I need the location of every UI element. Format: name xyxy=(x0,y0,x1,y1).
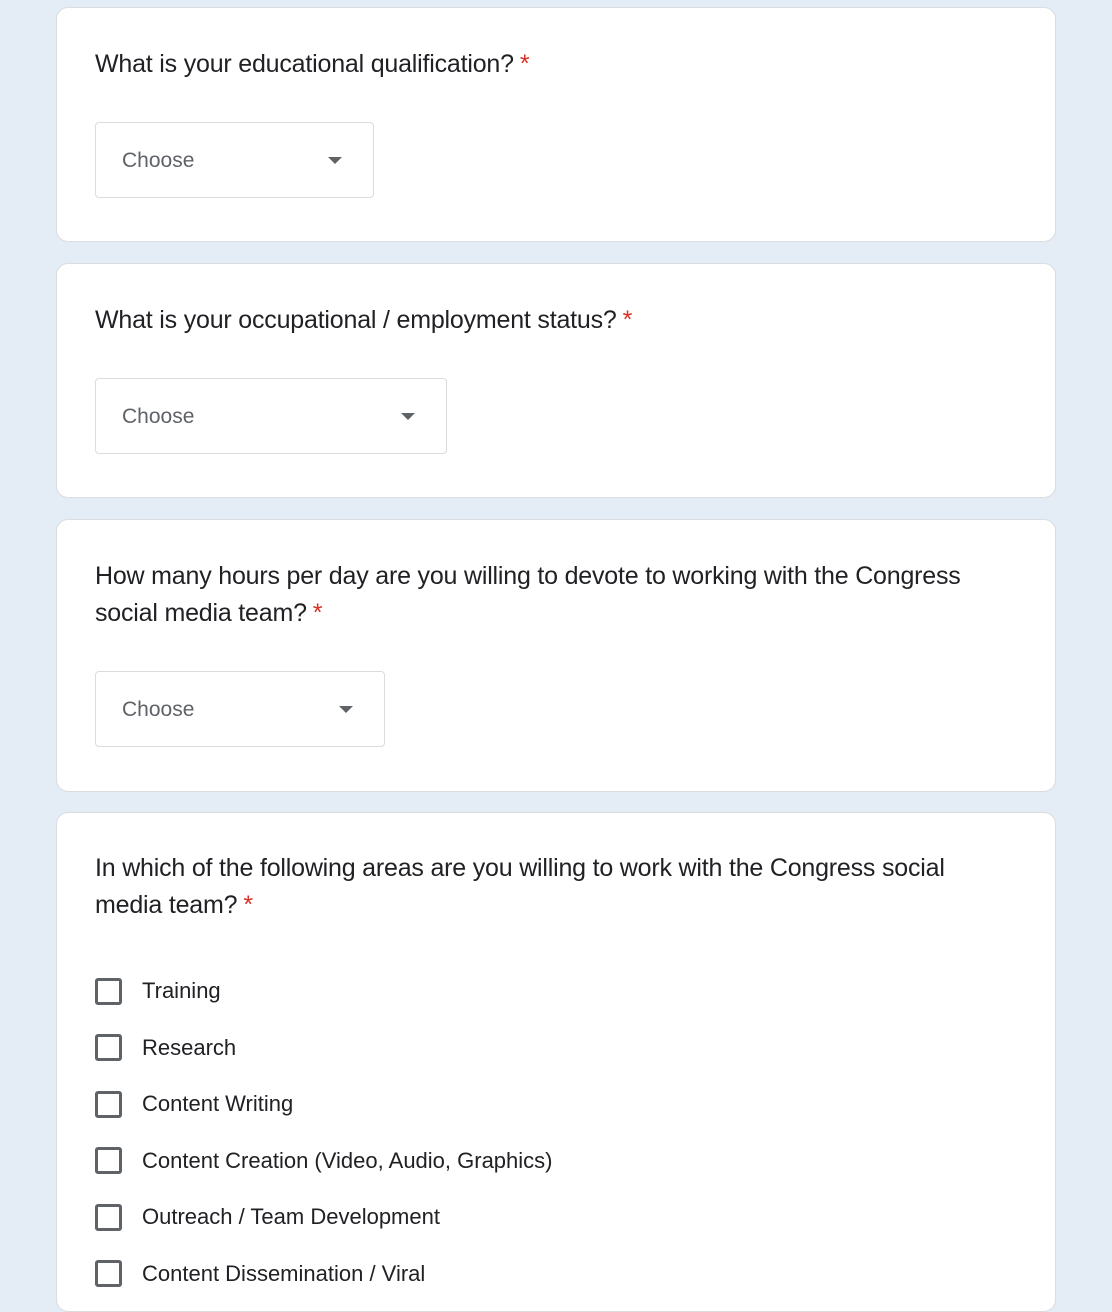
checkbox-unchecked-icon[interactable] xyxy=(95,1091,122,1118)
question-title xyxy=(95,558,1007,632)
chevron-down-icon xyxy=(401,413,415,420)
checkbox-unchecked-icon[interactable] xyxy=(95,1204,122,1231)
checkbox-option-training[interactable] xyxy=(95,963,553,1020)
required-asterisk: * xyxy=(622,306,633,334)
question-card-areas xyxy=(56,812,1056,1312)
option-label: Training xyxy=(142,978,221,1004)
employment-dropdown[interactable] xyxy=(95,378,447,454)
checkbox-option-research[interactable] xyxy=(95,1020,553,1077)
checkbox-unchecked-icon[interactable] xyxy=(95,1147,122,1174)
question-title xyxy=(95,850,1007,924)
question-text: In which of the following areas are you willing to work with the Congress social media team? xyxy=(95,854,945,919)
checkbox-unchecked-icon[interactable] xyxy=(95,1034,122,1061)
question-title xyxy=(95,302,1007,339)
question-card-hours xyxy=(56,519,1056,792)
checkbox-group xyxy=(95,963,553,1302)
required-asterisk: * xyxy=(519,50,530,78)
checkbox-option-content-dissemination[interactable] xyxy=(95,1246,553,1303)
dropdown-value: Choose xyxy=(122,698,195,721)
dropdown-value: Choose xyxy=(122,405,195,428)
chevron-down-icon xyxy=(339,706,353,713)
option-label: Content Dissemination / Viral xyxy=(142,1260,426,1286)
option-label: Research xyxy=(142,1034,237,1060)
checkbox-unchecked-icon[interactable] xyxy=(95,1260,122,1287)
question-text: What is your occupational / employment status? xyxy=(95,306,617,334)
question-title xyxy=(95,46,1007,83)
required-asterisk: * xyxy=(312,599,323,627)
question-text: What is your educational qualification? xyxy=(95,50,514,78)
option-label: Outreach / Team Development xyxy=(142,1204,440,1230)
checkbox-option-outreach[interactable] xyxy=(95,1189,553,1246)
chevron-down-icon xyxy=(328,157,342,164)
checkbox-option-content-creation[interactable] xyxy=(95,1133,553,1190)
question-card-education xyxy=(56,7,1056,242)
checkbox-unchecked-icon[interactable] xyxy=(95,978,122,1005)
question-text: How many hours per day are you willing to devote to working with the Congress social media team? xyxy=(95,562,961,627)
option-label: Content Writing xyxy=(142,1091,294,1117)
dropdown-value: Choose xyxy=(122,149,195,172)
education-dropdown[interactable] xyxy=(95,122,374,198)
required-asterisk: * xyxy=(243,891,253,919)
question-card-employment xyxy=(56,263,1056,498)
checkbox-option-content-writing[interactable] xyxy=(95,1076,553,1133)
option-label: Content Creation (Video, Audio, Graphics) xyxy=(142,1147,553,1173)
hours-dropdown[interactable] xyxy=(95,671,385,747)
